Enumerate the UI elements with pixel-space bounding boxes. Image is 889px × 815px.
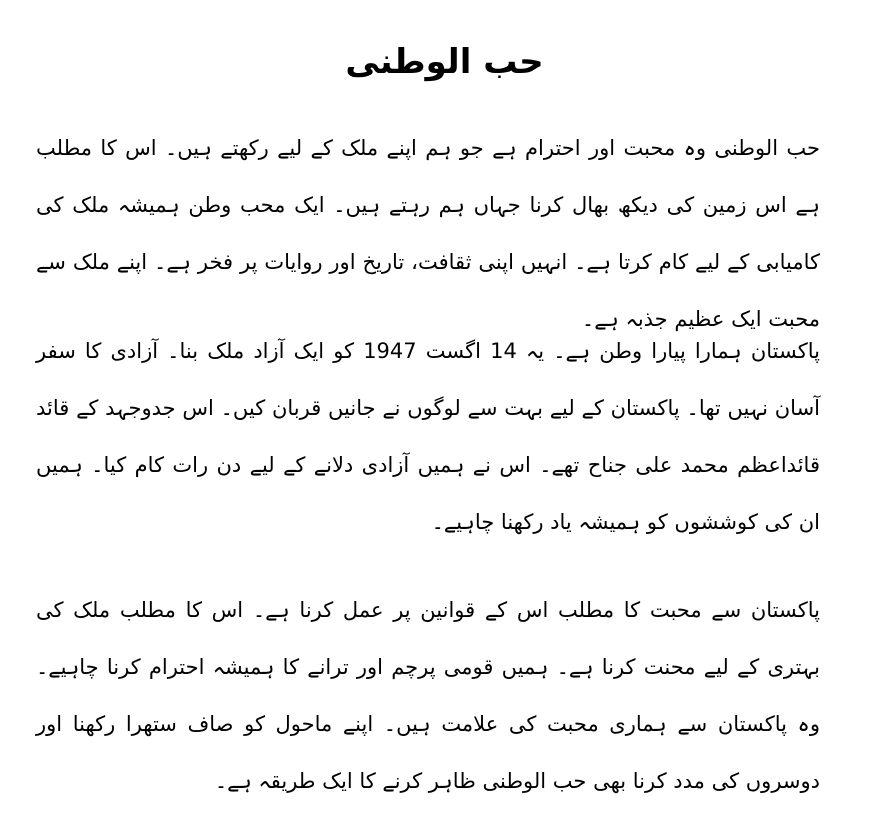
paragraph-1: حب الوطنی وہ محبت اور احترام ہے جو ہم اپنے ملک کے لیے رکھتے ہیں۔ اس کا مطلب ہے اس زمین کی دیکھ بھال کرنا جہاں ہم رہتے ہیں۔ ایک محب وطن ہمیشہ ملک کی کامیابی کے لیے کام کرتا ہے۔ انہیں اپنی ثقافت، تاریخ اور روایات پر فخر ہے۔ اپنے ملک سے محبت ایک عظیم جذبہ ہے۔ <box>36 136 820 331</box>
paragraph-2: پاکستان ہمارا پیارا وطن ہے۔ یہ 14 اگست 1947 کو ایک آزاد ملک بنا۔ آزادی کا سفر آسان نہیں تھا۔ پاکستان کے لیے بہت سے لوگوں نے جانیں قربان کیں۔ اس جدوجہد کے قائد قائداعظم محمد علی جناح تھے۔ اس نے ہمیں آزادی دلانے کے لیے دن رات کام کیا۔ ہمیں ان کی کوششوں کو ہمیشہ یاد رکھنا چاہیے۔ <box>36 339 820 534</box>
paragraph-3: پاکستان سے محبت کا مطلب اس کے قوانین پر عمل کرنا ہے۔ اس کا مطلب ملک کی بہتری کے لیے محنت کرنا ہے۔ ہمیں قومی پرچم اور ترانے کا ہمیشہ احترام کرنا چاہیے۔ وہ پاکستان سے ہماری محبت کی علامت ہیں۔ اپنے ماحول کو صاف ستھرا رکھنا اور دوسروں کی مدد کرنا بھی حب الوطنی ظاہر کرنے کا ایک طریقہ ہے۔ <box>36 598 820 793</box>
page-title: حب الوطنی <box>345 42 544 82</box>
